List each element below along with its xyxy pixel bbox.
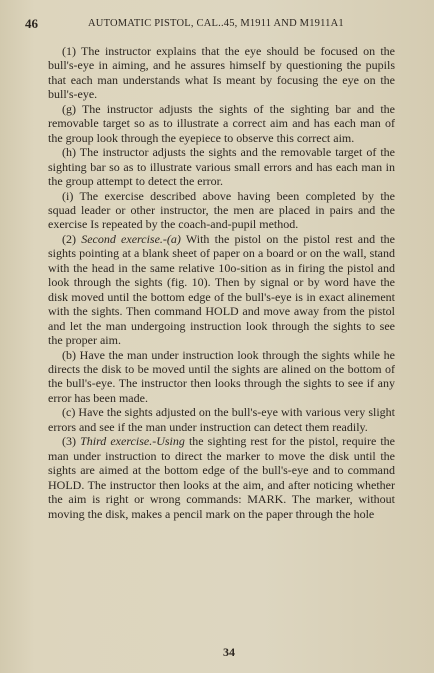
page-footer	[0, 645, 434, 660]
paragraph-third-exercise: (3) Third exercise.-Using the sighting rest for the pistol, require the man under instruction to direct the marker to move the disk until the sights are aimed at the bottom edge of the bull's-eye and to command HOLD. The instructor then looks at the aim, and after noticing whether the aim is right or wrong commands: MARK. The marker, without moving the disk, makes a pencil mark on the paper through the hole	[48, 434, 395, 521]
footer-page-number: 34	[223, 645, 235, 659]
paragraph-g: (g) The instructor adjusts the sights of the sighting bar and the removable target so as to illustrate a correct aim and has each man of the group look through the eyepiece to observe this correct aim.	[48, 101, 395, 145]
header-page-number: 46	[25, 16, 38, 31]
paragraph-i: (i) The exercise described above having been completed by the squad leader or other instructor, the men are placed in pairs and the exercise Is repeated by the coach-and-pupil method.	[48, 188, 395, 232]
page-header	[0, 16, 434, 34]
exercise-heading: Third exercise.-Using	[80, 434, 185, 449]
running-title: AUTOMATIC PISTOL, CAL..45, M1911 AND M1911A1	[88, 18, 344, 29]
paragraph-c: (c) Have the sights adjusted on the bull's-eye with various very slight errors and see if the man under instruction can detect them readily.	[48, 405, 395, 434]
paragraph-b: (b) Have the man under instruction look through the sights while he directs the disk to be moved until the sights are alined on the bottom of the bull's-eye. The instructor then looks through the sights to see if any error has been made.	[48, 347, 395, 405]
body-text	[48, 44, 395, 521]
exercise-heading: Second exercise.-(a)	[81, 231, 181, 246]
paragraph-1: (1) The instructor explains that the eye should be focused on the bull's-eye in aiming, and he assures himself by questioning the pupils that each man understands what Is meant by focusing the eye on the bull's-eye.	[48, 44, 395, 102]
paragraph-h: (h) The instructor adjusts the sights and the removable target of the sighting bar so as to illustrate various small errors and has each man in the group attempt to detect the error.	[48, 145, 395, 189]
paragraph-second-exercise: (2) Second exercise.-(a) With the pistol on the pistol rest and the sights pointing at a blank sheet of paper on a board or on the wall, stand with the head in the same relative 10o-sition as in firing the pistol and look through the sights (fig. 10). Then by signal or by word have the disk moved until the bottom edge of the bull's-eye is in exact alinement with the sights. Then command HOLD and move away from the pistol and let the man undergoing instruction look through the sights to see the proper aim.	[48, 231, 395, 348]
